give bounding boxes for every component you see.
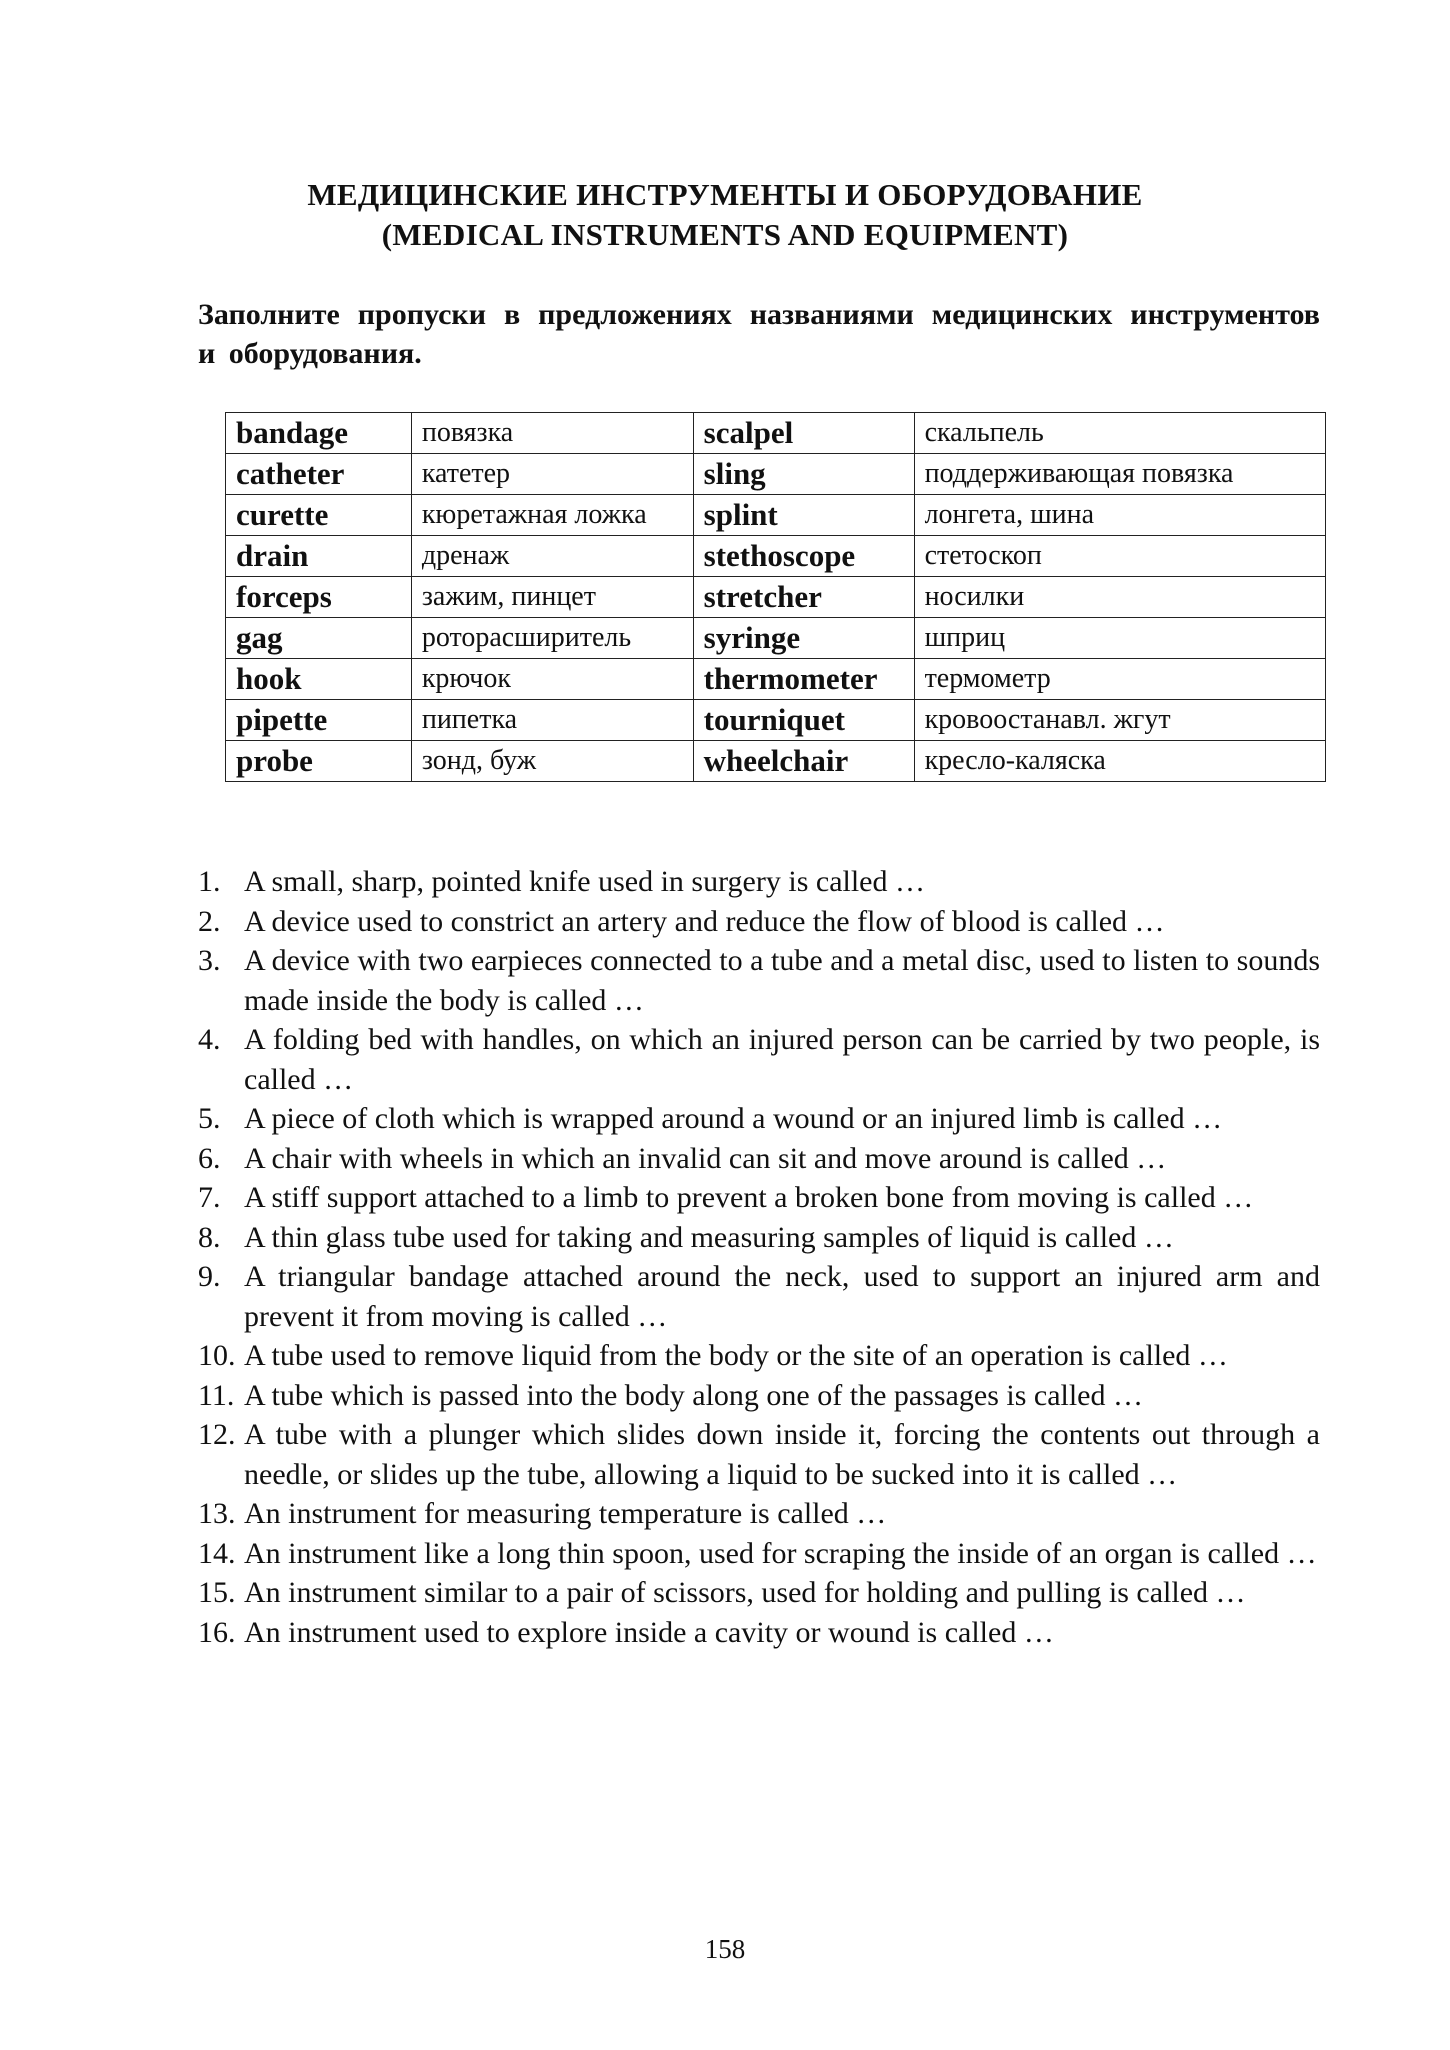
- term-russian: кресло-каляска: [914, 741, 1325, 782]
- vocabulary-row: [226, 618, 1326, 659]
- exercise-item: [198, 1336, 1320, 1376]
- term-english: stethoscope: [693, 536, 914, 577]
- term-english: tourniquet: [693, 700, 914, 741]
- exercise-number: 1.: [198, 865, 221, 898]
- exercise-text: A device with two earpieces connected to a tube and a metal disc, used to listen to sounds made inside the body is called …: [244, 944, 1320, 1017]
- term-russian: крючок: [411, 659, 693, 700]
- exercise-text: A stiff support attached to a limb to prevent a broken bone from moving is called …: [244, 1181, 1254, 1214]
- term-english: curette: [226, 495, 412, 536]
- exercise-number: 3.: [198, 944, 221, 977]
- term-russian: стетоскоп: [914, 536, 1325, 577]
- term-english: pipette: [226, 700, 412, 741]
- term-english: drain: [226, 536, 412, 577]
- exercise-item: [198, 1020, 1320, 1099]
- term-russian: кюретажная ложка: [411, 495, 693, 536]
- exercise-text: A triangular bandage attached around the neck, used to support an injured arm and prevent it from moving is called …: [244, 1260, 1320, 1333]
- term-english: sling: [693, 454, 914, 495]
- term-russian: катетер: [411, 454, 693, 495]
- term-russian: шприц: [914, 618, 1325, 659]
- exercise-number: 5.: [198, 1102, 221, 1135]
- vocabulary-row: [226, 577, 1326, 618]
- exercise-number: 7.: [198, 1181, 221, 1214]
- term-english: syringe: [693, 618, 914, 659]
- title-russian: МЕДИЦИНСКИЕ ИНСТРУМЕНТЫ И ОБОРУДОВАНИЕ: [307, 177, 1143, 212]
- exercise-number: 4.: [198, 1023, 221, 1056]
- exercise-item: [198, 1415, 1320, 1494]
- term-english: forceps: [226, 577, 412, 618]
- term-russian: кровоостанавл. жгут: [914, 700, 1325, 741]
- exercise-instruction: Заполните пропуски в предложениях названиями медицинских инструментов и оборудования.: [198, 298, 1320, 370]
- page-title: [0, 175, 1450, 255]
- exercise-text: A tube used to remove liquid from the body or the site of an operation is called …: [244, 1339, 1228, 1372]
- exercise-text: A tube which is passed into the body along one of the passages is called …: [244, 1378, 1143, 1412]
- term-english: bandage: [226, 413, 412, 454]
- term-russian: зажим, пинцет: [411, 577, 693, 618]
- term-russian: скальпель: [914, 413, 1325, 454]
- exercise-text: A thin glass tube used for taking and measuring samples of liquid is called …: [244, 1220, 1174, 1254]
- vocabulary-table: [225, 412, 1326, 782]
- term-english: gag: [226, 618, 412, 659]
- vocabulary-row: [226, 413, 1326, 454]
- exercise-item: [198, 1573, 1320, 1613]
- exercise-text: A device used to constrict an artery and reduce the flow of blood is called …: [244, 904, 1165, 938]
- term-english: scalpel: [693, 413, 914, 454]
- term-russian: зонд, буж: [411, 741, 693, 782]
- exercise-item: [198, 1534, 1320, 1574]
- exercise-item: [198, 902, 1320, 942]
- term-russian: повязка: [411, 413, 693, 454]
- exercise-item: [198, 1178, 1320, 1218]
- term-english: wheelchair: [693, 741, 914, 782]
- exercise-number: 10.: [198, 1339, 236, 1372]
- term-russian: лонгета, шина: [914, 495, 1325, 536]
- term-russian: роторасширитель: [411, 618, 693, 659]
- term-english: hook: [226, 659, 412, 700]
- term-russian: носилки: [914, 577, 1325, 618]
- vocabulary-row: [226, 454, 1326, 495]
- exercise-text: A folding bed with handles, on which an injured person can be carried by two people, is called …: [244, 1023, 1320, 1096]
- exercise-number: 6.: [198, 1141, 221, 1175]
- exercise-item: [198, 1613, 1320, 1653]
- exercise-text: A chair with wheels in which an invalid can sit and move around is called …: [244, 1141, 1167, 1175]
- exercise-number: 12.: [198, 1418, 236, 1451]
- title-english: (MEDICAL INSTRUMENTS AND EQUIPMENT): [381, 217, 1069, 252]
- exercise-text: An instrument like a long thin spoon, used for scraping the inside of an organ is called …: [244, 1536, 1317, 1570]
- exercise-number: 14.: [198, 1536, 236, 1570]
- exercise-number: 9.: [198, 1260, 221, 1293]
- exercise-list: [198, 862, 1320, 1652]
- term-english: thermometer: [693, 659, 914, 700]
- exercise-number: 11.: [198, 1378, 235, 1412]
- vocabulary-table-body: [226, 413, 1326, 782]
- page-number: 158: [704, 1934, 746, 1964]
- exercise-text: An instrument for measuring temperature is called …: [244, 1497, 887, 1530]
- vocabulary-row: [226, 741, 1326, 782]
- exercise-item: [198, 862, 1320, 902]
- exercise-item: [198, 1099, 1320, 1139]
- vocabulary-row: [226, 495, 1326, 536]
- vocabulary-row: [226, 659, 1326, 700]
- exercise-text: An instrument similar to a pair of scissors, used for holding and pulling is called …: [244, 1576, 1246, 1609]
- vocabulary-row: [226, 536, 1326, 577]
- term-english: splint: [693, 495, 914, 536]
- term-russian: поддерживающая повязка: [914, 454, 1325, 495]
- exercise-item: [198, 1376, 1320, 1416]
- term-russian: дренаж: [411, 536, 693, 577]
- term-english: catheter: [226, 454, 412, 495]
- exercise-number: 15.: [198, 1576, 236, 1609]
- exercise-text: A small, sharp, pointed knife used in surgery is called …: [244, 865, 925, 898]
- term-russian: термометр: [914, 659, 1325, 700]
- exercise-item: [198, 1139, 1320, 1179]
- exercise-text: A tube with a plunger which slides down inside it, forcing the contents out through a needle, or slides up the tube, allowing a liquid to be sucked into it is called …: [244, 1418, 1320, 1491]
- vocabulary-row: [226, 700, 1326, 741]
- exercise-number: 2.: [198, 904, 221, 938]
- exercise-item: [198, 1494, 1320, 1534]
- exercise-number: 13.: [198, 1497, 236, 1530]
- exercise-item: [198, 941, 1320, 1020]
- exercise-item: [198, 1218, 1320, 1258]
- term-russian: пипетка: [411, 700, 693, 741]
- term-english: probe: [226, 741, 412, 782]
- exercise-text: A piece of cloth which is wrapped around a wound or an injured limb is called …: [244, 1102, 1223, 1135]
- exercise-number: 16.: [198, 1615, 236, 1649]
- exercise-text: An instrument used to explore inside a cavity or wound is called …: [244, 1615, 1054, 1649]
- term-english: stretcher: [693, 577, 914, 618]
- exercise-number: 8.: [198, 1220, 221, 1254]
- exercise-item: [198, 1257, 1320, 1336]
